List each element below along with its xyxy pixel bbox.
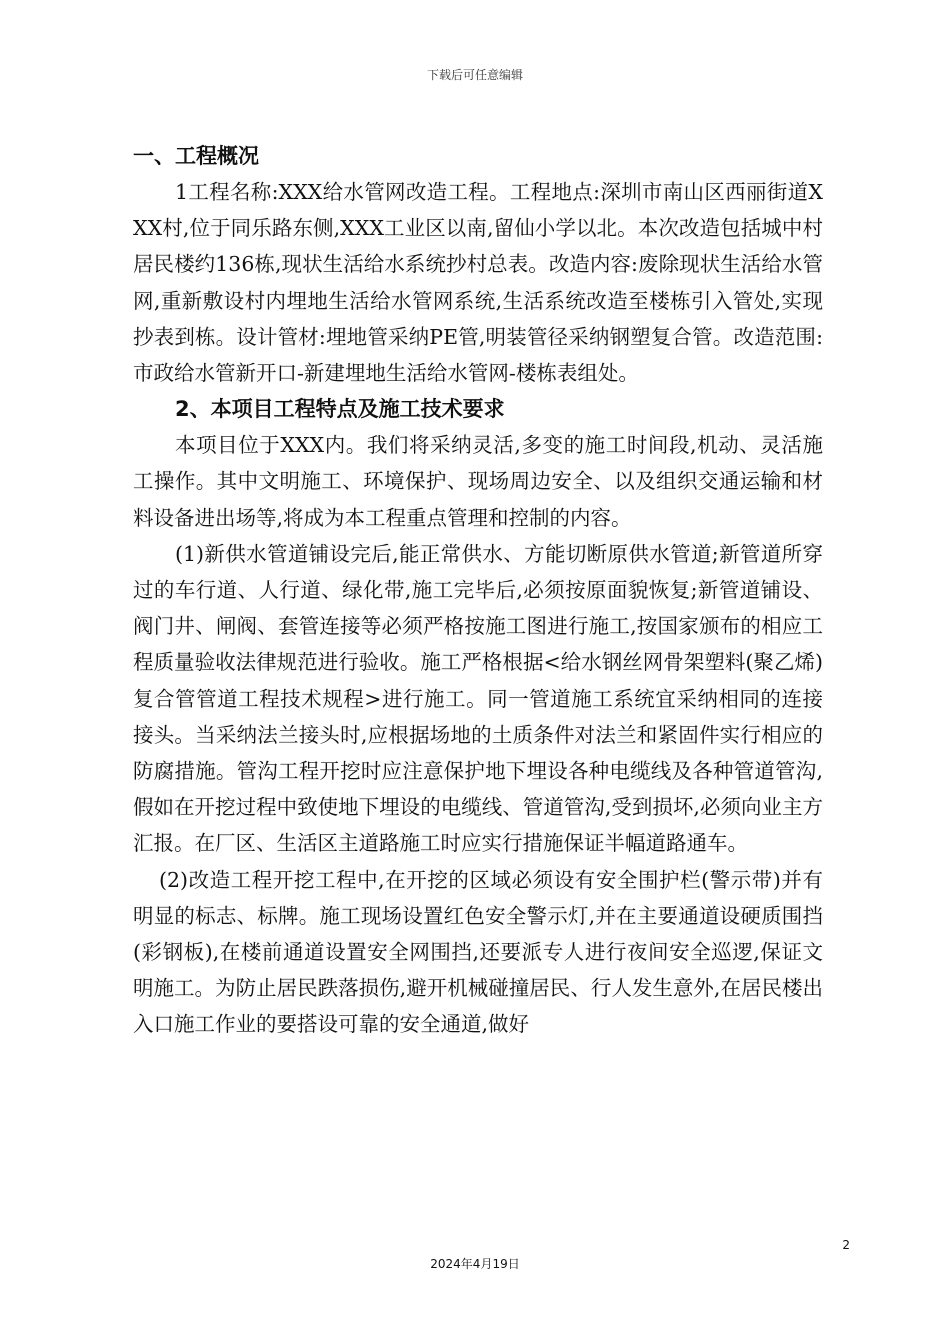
footer-date: 2024年4月19日 xyxy=(430,1257,520,1271)
document-body xyxy=(133,138,823,1043)
overview-paragraph: 1工程名称:XXX给水管网改造工程。工程地点:深圳市南山区西丽街道XXX村,位于同乐路东侧,XXX工业区以南,留仙小学以北。本次改造包括城中村居民楼约136栋,现状生活给水系统抄村总表。改造内容:废除现状生活给水管网,重新敷设村内埋地生活给水管网系统,生活系统改造至楼栋引入管处,实现抄表到栋。设计管材:埋地管采纳PE管,明装管径采纳钢塑复合管。改造范围:市政给水管新开口-新建埋地生活给水管网-楼栋表组处。 xyxy=(133,180,823,386)
features-paragraph-1: 本项目位于XXX内。我们将采纳灵活,多变的施工时间段,机动、灵活施工操作。其中文明施工、环境保护、现场周边安全、以及组织交通运输和材料设备进出场等,将成为本工程重点管理和控制的内容。 xyxy=(133,433,823,530)
features-paragraph-3: (2)改造工程开挖工程中,在开挖的区域必须设有安全围护栏(警示带)并有明显的标志、标牌。施工现场设置红色安全警示灯,并在主要通道设硬质围挡(彩钢板),在楼前通道设置安全网围挡,还要派专人进行夜间安全巡逻,保证文明施工。为防止居民跌落损伤,避开机械碰撞居民、行人发生意外,在居民楼出入口施工作业的要搭设可靠的安全通道,做好 xyxy=(133,867,823,1037)
header-note: 下载后可任意编辑 xyxy=(426,68,523,82)
section-heading-features: 2、本项目工程特点及施工技术要求 xyxy=(175,397,505,422)
features-paragraph-2: (1)新供水管道铺设完后,能正常供水、方能切断原供水管道;新管道所穿过的车行道、人行道、绿化带,施工完毕后,必须按原面貌恢复;新管道铺设、阀门井、闸阀、套管连接等必须严格按施工图进行施工,按国家颁布的相应工程质量验收法律规范进行验收。施工严格根据<给水钢丝网骨架塑料(聚乙烯)复合管管道工程技术规程>进行施工。同一管道施工系统宜采纳相同的连接接头。当采纳法兰接头时,应根据场地的土质条件对法兰和紧固件实行相应的防腐措施。管沟工程开挖时应注意保护地下埋设各种电缆线及各种管道管沟,假如在开挖过程中致使地下埋设的电缆线、管道管沟,受到损坏,必须向业主方汇报。在厂区、生活区主道路施工时应实行措施保证半幅道路通车。 xyxy=(133,541,823,856)
section-heading-overview: 一、工程概况 xyxy=(133,144,259,168)
page-number: 2 xyxy=(842,1238,850,1252)
